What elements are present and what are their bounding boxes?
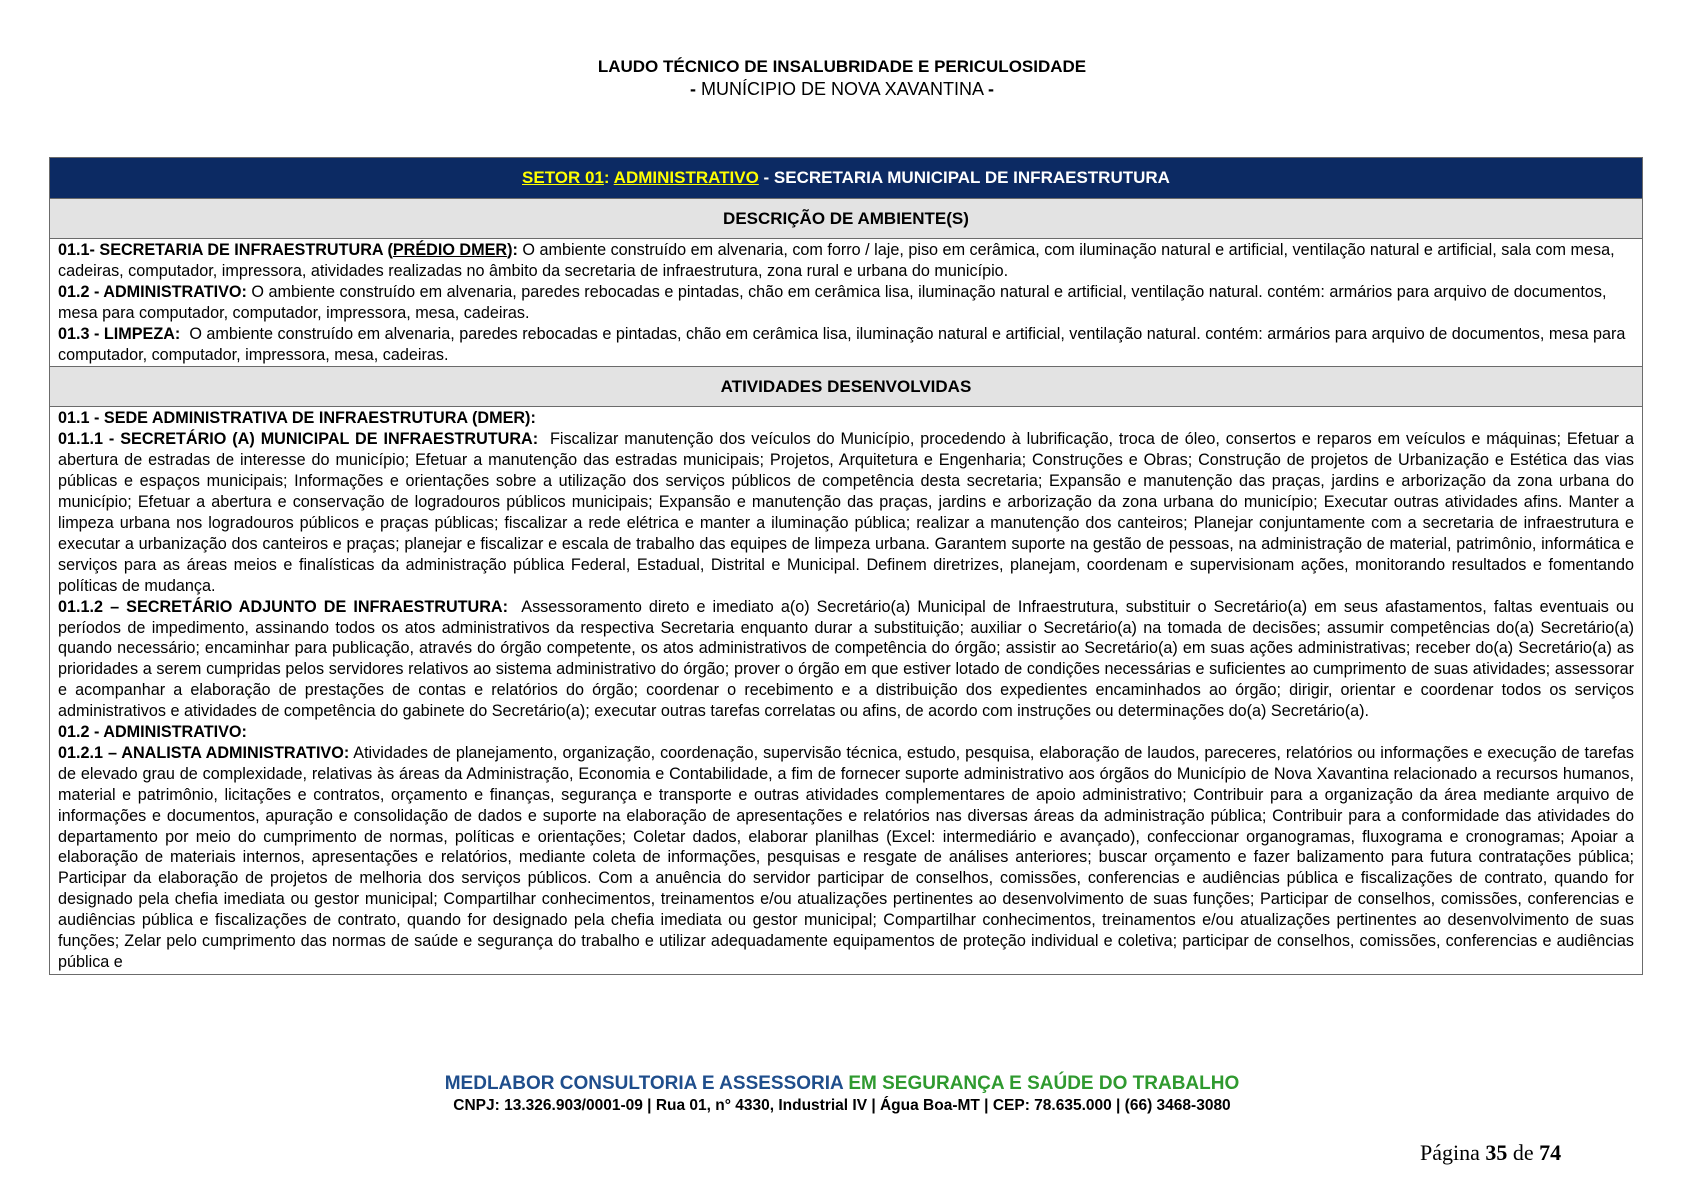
environment-item (58, 324, 1634, 366)
activity-text: Atividades de planejamento, organização, coordenação, supervisão técnica, estudo, pesquisa, elaboração de laudos, pareceres, relatórios ou informações e execução de tarefas de elevado grau de complexidade, relativas às áreas da Administração, Economia e Contabilidade, a fim de fornecer suporte administrativo aos órgãos do Município de Nova Xavantina relacionado a recursos humanos, material e patrimônio, licitações e contratos, orçamento e finanças, segurança e transporte e outras atividades complementares de apoio administrativo; Contribuir para a organização da área mediante arquivo de informações e documentos, apuração e consolidação de dados e suporte na elaboração de apresentações e relatórios nas diversas áreas da administração pública; Contribuir para a conformidade das atividades do departamento por meio do cumprimento de normas, políticas e orientações; Coletar dados, elaborar planilhas (Excel: intermediário e avançado), confeccionar organogramas, fluxograma e cronogramas; Apoiar a elaboração de materiais internos, apresentações e relatórios, mediante coleta de informações, pesquisas e resgate de análises anteriores; buscar orçamento e fazer balizamento para futura contratações pública; Participar da elaboração de projetos de melhoria dos serviços públicos. Com a anuência do servidor participar de conselhos, comissões, conferencias e audiências pública e fiscalizações de contrato, quando for designado pela chefia imediata ou gestor municipal; Compartilhar conhecimentos, treinamentos e/ou atualizações pertinentes ao desenvolvimento de suas funções; Participar de conselhos, comissões, conferencias e audiências pública e fiscalizações de contrato, quando for designado pela chefia imediata ou gestor municipal; Compartilhar conhecimentos, treinamentos e/ou atualizações pertinentes ao desenvolvimento de suas funções; Zelar pelo cumprimento das normas de saúde e segurança do trabalho e utilizar adequadamente equipamentos de proteção individual e coletiva; participar de conselhos, comissões, conferencias e audiências pública e (58, 743, 1634, 971)
sector-secretariat: - SECRETARIA MUNICIPAL DE INFRAESTRUTURA (763, 168, 1170, 187)
activities-heading: ATIVIDADES DESENVOLVIDAS (50, 367, 1643, 407)
activity-group-title: 01.2 - ADMINISTRATIVO: (58, 723, 247, 742)
sector-label: SETOR 01 (522, 168, 604, 187)
activity-text: Assessoramento direto e imediato a(o) Secretário(a) Municipal de Infraestrutura, substituir o Secretário(a) em seus afastamentos, faltas eventuais ou períodos de impedimento, assinando todos os atos administrativos da respectiva Secretaria enquanto durar a substituição; auxiliar o Secretário(a) na tomada de decisões; assumir competências do(a) Secretário(a) quando necessário; encaminhar para publicação, através do órgão competente, os atos administrativos de competência do órgão; assistir ao Secretário(a) em suas ações administrativas; receber do(a) Secretário(a) as prioridades a serem cumpridas pelos servidores relativos ao sistema administrativo do órgão; prover o órgão em que estiver lotado de condições necessárias e suficientes ao cumprimento de suas atividades; assessorar e acompanhar a elaboração de prestações de contas e relatórios do órgão; coordenar o recebimento e a distribuição dos expedientes encaminhados ao órgão; dirigir, orientar e coordenar todos os serviços administrativos e atividades de competência do gabinete do Secretário(a); executar outras tarefas correlatas ou afins, de acordo com instruções ou determinações do(a) Secretário(a). (58, 597, 1634, 721)
description-heading-row (50, 199, 1643, 239)
current-page: 35 (1485, 1140, 1508, 1165)
activities-heading-row (50, 367, 1643, 407)
sector-name: ADMINISTRATIVO (613, 168, 759, 187)
document-footer (0, 1072, 1684, 1116)
subtitle-dash-left: - (689, 79, 696, 99)
activity-lead: 01.2.1 – ANALISTA ADMINISTRATIVO: (58, 743, 350, 762)
sector-table (49, 157, 1643, 975)
activities-content (50, 407, 1643, 974)
activity-lead: 01.1.2 – SECRETÁRIO ADJUNTO DE INFRAESTRUTURA: (58, 597, 509, 616)
environment-lead: 01.3 - LIMPEZA: (58, 324, 181, 343)
document-header (0, 56, 1684, 100)
activity-item-adjunto (58, 597, 1634, 722)
activity-group-title: 01.1 - SEDE ADMINISTRATIVA DE INFRAESTRUTURA (DMER): (58, 409, 536, 428)
municipality-name: MUNÍCIPIO DE NOVA XAVANTINA (700, 79, 984, 99)
environment-lead: 01.1- SECRETARIA DE INFRAESTRUTURA (PRÉDIO DMER): (58, 241, 518, 259)
sector-header-row (50, 158, 1643, 199)
description-content-row (50, 239, 1643, 367)
subtitle-dash-right: - (988, 79, 995, 99)
description-content (50, 239, 1643, 367)
sector-colon: : (603, 168, 610, 187)
activity-item-secretario (58, 429, 1634, 596)
activities-content-row (50, 407, 1643, 974)
company-tagline: EM SEGURANÇA E SAÚDE DO TRABALHO (848, 1073, 1240, 1094)
environment-text: O ambiente construído em alvenaria, com forro / laje, piso em cerâmica, com iluminação natural e artificial, ventilação natural e artificial, sala com mesa, cadeiras, computador, impressora, atividades realizadas no âmbito da secretaria de infraestrutura, zona rural e urbana do município. (58, 241, 1615, 280)
environment-text: O ambiente construído em alvenaria, paredes rebocadas e pintadas, chão em cerâmica lisa, iluminação natural e artificial, ventilação natural. contém: armários para arquivo de documentos, mesa para computador, computador, impressora, mesa, cadeiras. (58, 324, 1626, 364)
activity-lead: 01.1.1 - SECRETÁRIO (A) MUNICIPAL DE INFRAESTRUTURA: (58, 430, 539, 449)
environment-text: O ambiente construído em alvenaria, paredes rebocadas e pintadas, chão em cerâmica lisa, iluminação natural e artificial, ventilação natural. contém: armários para arquivo de documentos, mesa para computador, computador, impressora, mesa, cadeiras. (58, 282, 1607, 322)
total-pages: 74 (1539, 1140, 1562, 1165)
company-name: MEDLABOR CONSULTORIA E ASSESSORIA (444, 1073, 844, 1094)
document-title: LAUDO TÉCNICO DE INSALUBRIDADE E PERICULOSIDADE (597, 57, 1087, 76)
footer-company (0, 1072, 1684, 1096)
footer-contact: CNPJ: 13.326.903/0001-09 | Rua 01, n° 4330, Industrial IV | Água Boa-MT | CEP: 78.635.000 | (66) 3468-3080 (453, 1097, 1231, 1114)
environment-item (58, 240, 1634, 282)
environment-lead: 01.2 - ADMINISTRATIVO: (58, 282, 247, 301)
page-number: Página 35 de 74 (1420, 1140, 1562, 1165)
environment-item (58, 282, 1634, 324)
document-subtitle (0, 78, 1684, 100)
sector-header-cell (50, 158, 1643, 199)
description-heading: DESCRIÇÃO DE AMBIENTE(S) (50, 199, 1643, 239)
activity-text: Fiscalizar manutenção dos veículos do Município, procedendo à lubrificação, troca de óleo, consertos e reparos em veículos e máquinas; Efetuar a abertura de estradas de interesse do município; Efetuar a manutenção das estradas municipais; Projetos, Arquitetura e Engenharia; Construções e Obras; Construção de projetos de Urbanização e Estética das vias públicas e espaços municipais; Informações e orientações sobre a utilização dos serviços públicos de competência desta secretaria; Expansão e manutenção das praças, jardins e arborização da zona urbana do município; Efetuar a abertura e conservação de logradouros públicos municipais; Expansão e manutenção das praças, jardins e arborização da zona urbana do município; Executar outras atividades afins. Manter a limpeza urbana nos logradouros públicos e praças públicas; fiscalizar a rede elétrica e manter a iluminação pública; realizar a manutenção dos canteiros; Planejar conjuntamente com a secretaria de infraestrutura e executar a urbanização dos canteiros e praças; planejar e fiscalizar e escala de trabalho das equipes de limpeza urbana. Garantem suporte na gestão de pessoas, na administração de material, patrimônio, informática e serviços para as áreas meios e finalísticas da administração pública Federal, Estadual, Distrital e Municipal. Definem diretrizes, planejam, coordenam e supervisionam ações, monitorando resultados e fomentando políticas de mudança. (58, 430, 1634, 595)
activity-item-analista (58, 743, 1634, 973)
